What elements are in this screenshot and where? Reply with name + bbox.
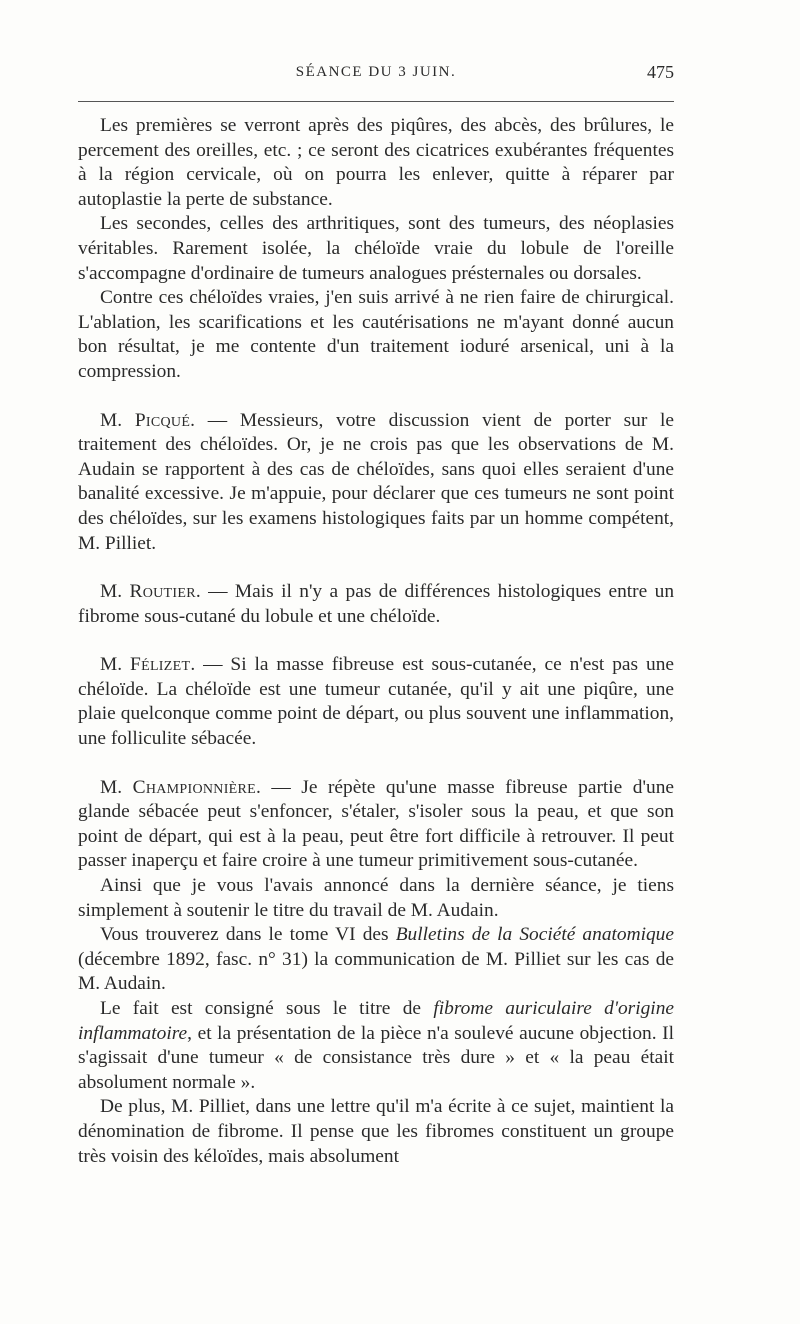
speech-text: . — Je répète qu'une masse fibreuse partie d'une glande sébacée peut s'enfoncer, s'étaler, s'isoler sous la peau, et que son point de départ, qui est à la peau, peut être fort difficile à retrouver. Il peut passer inaperçu et faire croire à une tumeur primitivement sous-cutanée. [78, 776, 674, 872]
paragraph-routier [78, 580, 674, 629]
speaker-name: Championnière [132, 776, 257, 798]
journal-title: Bulletins de la Société anatomique [395, 924, 674, 946]
paragraph-felizet [78, 653, 674, 751]
case-title: fibrome auriculaire d'origine inflammatoire [78, 998, 674, 1044]
paragraph-2: Les secondes, celles des arthritiques, sont des tumeurs, des néoplasies véritables. Rarement isolée, la chéloïde vraie du lobule de l'oreille s'accompagne d'ordinaire de tumeurs analogues présternales ou dorsales. [78, 213, 674, 284]
speaker-name: Routier [129, 581, 196, 603]
paragraph-championniere [78, 776, 674, 874]
paragraph-picque [78, 409, 674, 557]
page-number: 475 [647, 62, 674, 82]
speaker-prefix: M. [100, 581, 130, 603]
speaker-name: Picqué [134, 409, 191, 431]
speaker-prefix: M. [100, 654, 131, 676]
speaker-prefix: M. [100, 409, 135, 431]
paragraph-1: Les premières se verront après des piqûres, des abcès, des brûlures, le percement des oreilles, etc. ; ce seront des cicatrices exubérantes fréquentes à la région cervicale, où on pourra les enlever, quitte à réparer par autoplastie la perte de substance. [78, 115, 674, 210]
body-text [78, 114, 674, 1169]
paragraph-10 [78, 997, 674, 1095]
paragraph-8: Ainsi que je vous l'avais annoncé dans la dernière séance, je tiens simplement à soutenir le titre du travail de M. Audain. [78, 875, 674, 921]
header-rule [78, 101, 674, 102]
speech-text: . — Mais il n'y a pas de différences histologiques entre un fibrome sous-cutané du lobule et une chéloïde. [78, 581, 675, 627]
page-header [78, 62, 674, 90]
paragraph-11: De plus, M. Pilliet, dans une lettre qu'il m'a écrite à ce sujet, maintient la dénomination de fibrome. Il pense que les fibromes constituent un groupe très voisin des kéloïdes, mais absolument [78, 1096, 674, 1167]
running-head: SÉANCE DU 3 JUIN. [295, 64, 457, 80]
speaker-prefix: M. [100, 776, 133, 798]
text-segment: Vous trouverez dans le tome VI des [100, 924, 396, 946]
text-segment: Le fait est consigné sous le titre de [100, 998, 434, 1019]
paragraph-9 [78, 923, 674, 997]
speech-text: . — Messieurs, votre discussion vient de porter sur le traitement des chéloïdes. Or, je ne crois pas que les observations de M. Audain se rapportent à des cas de chéloïdes, sans quoi elles seraient d'une banalité excessive. Je m'appuie, pour déclarer que ces tumeurs ne sont point des chéloïdes, sur les examens histologiques faits par un homme compétent, M. Pilliet. [78, 409, 675, 554]
text-segment: , et la présentation de la pièce n'a soulevé aucune objection. Il s'agissait d'une tumeur « de consistance très dure » et « la peau était absolument normale ». [78, 1022, 674, 1093]
speaker-name: Félizet [130, 654, 191, 676]
paragraph-3: Contre ces chéloïdes vraies, j'en suis arrivé à ne rien faire de chirurgical. L'ablation, les scarifications et les cautérisations ne m'ayant donné aucun bon résultat, je me contente d'un traitement ioduré arsenical, uni à la compression. [78, 287, 674, 382]
speech-text: . — Si la masse fibreuse est sous-cutanée, ce n'est pas une chéloïde. La chéloïde est une tumeur cutanée, qu'il y ait une piqûre, une plaie quelconque comme point de départ, ou plus souvent une inflammation, une folliculite sébacée. [78, 654, 675, 750]
text-segment: (décembre 1892, fasc. n° 31) la communication de M. Pilliet sur les cas de M. Audain. [78, 948, 674, 995]
